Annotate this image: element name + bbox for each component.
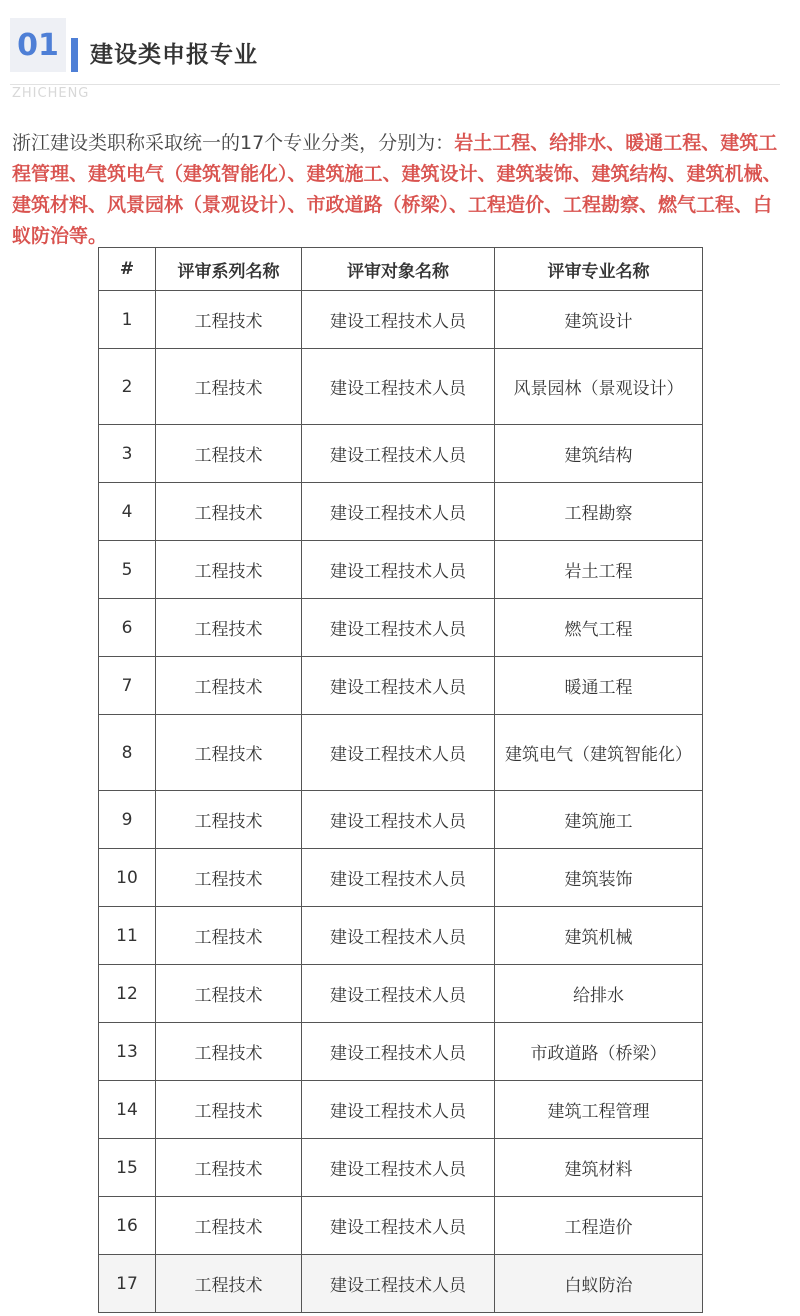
table-row (99, 715, 703, 791)
row-specialty: 建筑结构 (495, 425, 703, 483)
row-index: 17 (99, 1255, 156, 1313)
header-series: 评审系列名称 (156, 248, 302, 291)
intro-paragraph (12, 128, 787, 252)
row-specialty: 燃气工程 (495, 599, 703, 657)
table-row (99, 291, 703, 349)
row-target: 建设工程技术人员 (302, 965, 495, 1023)
row-series: 工程技术 (156, 657, 302, 715)
section-title: 建设类申报专业 (90, 42, 258, 68)
row-series: 工程技术 (156, 291, 302, 349)
header-divider (10, 84, 780, 85)
row-specialty: 建筑电气（建筑智能化） (495, 715, 703, 791)
row-series: 工程技术 (156, 1255, 302, 1313)
row-target: 建设工程技术人员 (302, 541, 495, 599)
row-index: 7 (99, 657, 156, 715)
table-row (99, 599, 703, 657)
row-index: 5 (99, 541, 156, 599)
row-target: 建设工程技术人员 (302, 1081, 495, 1139)
row-index: 3 (99, 425, 156, 483)
row-specialty: 工程造价 (495, 1197, 703, 1255)
row-target: 建设工程技术人员 (302, 425, 495, 483)
row-index: 1 (99, 291, 156, 349)
row-target: 建设工程技术人员 (302, 349, 495, 425)
table-row (99, 541, 703, 599)
row-specialty: 建筑工程管理 (495, 1081, 703, 1139)
row-series: 工程技术 (156, 349, 302, 425)
specialty-table (98, 247, 703, 1313)
row-series: 工程技术 (156, 965, 302, 1023)
table-row (99, 907, 703, 965)
table-row (99, 1023, 703, 1081)
section-number: 01 (10, 18, 66, 72)
table-header-row (99, 248, 703, 291)
row-specialty: 风景园林（景观设计） (495, 349, 703, 425)
table-row (99, 425, 703, 483)
header-specialty: 评审专业名称 (495, 248, 703, 291)
row-index: 10 (99, 849, 156, 907)
table-row (99, 1139, 703, 1197)
row-index: 16 (99, 1197, 156, 1255)
row-target: 建设工程技术人员 (302, 791, 495, 849)
row-series: 工程技术 (156, 541, 302, 599)
row-series: 工程技术 (156, 1081, 302, 1139)
table-row (99, 349, 703, 425)
row-target: 建设工程技术人员 (302, 1023, 495, 1081)
row-index: 15 (99, 1139, 156, 1197)
row-index: 4 (99, 483, 156, 541)
row-series: 工程技术 (156, 791, 302, 849)
row-specialty: 给排水 (495, 965, 703, 1023)
row-specialty: 白蚁防治 (495, 1255, 703, 1313)
row-specialty: 工程勘察 (495, 483, 703, 541)
row-series: 工程技术 (156, 425, 302, 483)
row-specialty: 市政道路（桥梁） (495, 1023, 703, 1081)
row-specialty: 建筑装饰 (495, 849, 703, 907)
header-target: 评审对象名称 (302, 248, 495, 291)
row-series: 工程技术 (156, 1139, 302, 1197)
row-specialty: 建筑机械 (495, 907, 703, 965)
row-index: 13 (99, 1023, 156, 1081)
row-target: 建设工程技术人员 (302, 1197, 495, 1255)
row-specialty: 建筑施工 (495, 791, 703, 849)
row-target: 建设工程技术人员 (302, 291, 495, 349)
row-series: 工程技术 (156, 599, 302, 657)
row-series: 工程技术 (156, 715, 302, 791)
table-row (99, 791, 703, 849)
row-target: 建设工程技术人员 (302, 907, 495, 965)
row-index: 11 (99, 907, 156, 965)
accent-bar (71, 38, 78, 72)
intro-prefix: 浙江建设类职称采取统一的17个专业分类，分别为： (12, 132, 455, 154)
header-index: # (99, 248, 156, 291)
row-index: 6 (99, 599, 156, 657)
row-target: 建设工程技术人员 (302, 1255, 495, 1313)
section-subtitle: ZHICHENG (12, 86, 90, 101)
row-target: 建设工程技术人员 (302, 483, 495, 541)
table-row (99, 849, 703, 907)
row-target: 建设工程技术人员 (302, 1139, 495, 1197)
table-row (99, 657, 703, 715)
section-header (10, 18, 780, 80)
row-specialty: 建筑材料 (495, 1139, 703, 1197)
row-series: 工程技术 (156, 907, 302, 965)
row-series: 工程技术 (156, 483, 302, 541)
row-series: 工程技术 (156, 1023, 302, 1081)
row-specialty: 建筑设计 (495, 291, 703, 349)
row-target: 建设工程技术人员 (302, 715, 495, 791)
row-specialty: 暖通工程 (495, 657, 703, 715)
row-index: 14 (99, 1081, 156, 1139)
table-row (99, 1081, 703, 1139)
row-index: 9 (99, 791, 156, 849)
row-target: 建设工程技术人员 (302, 657, 495, 715)
row-index: 8 (99, 715, 156, 791)
row-target: 建设工程技术人员 (302, 849, 495, 907)
row-index: 12 (99, 965, 156, 1023)
row-series: 工程技术 (156, 1197, 302, 1255)
row-specialty: 岩土工程 (495, 541, 703, 599)
row-series: 工程技术 (156, 849, 302, 907)
table-row (99, 1197, 703, 1255)
table-row (99, 483, 703, 541)
intro-highlight: 岩土工程、给排水、暖通工程、建筑工程管理、建筑电气（建筑智能化）、建筑施工、建筑设计、建筑装饰、建筑结构、建筑机械、建筑材料、风景园林（景观设计）、市政道路（桥梁）、工程造价、工程勘察、燃气工程、白蚁防治等。 (12, 132, 782, 247)
row-target: 建设工程技术人员 (302, 599, 495, 657)
row-index: 2 (99, 349, 156, 425)
table-row (99, 1255, 703, 1313)
table-row (99, 965, 703, 1023)
